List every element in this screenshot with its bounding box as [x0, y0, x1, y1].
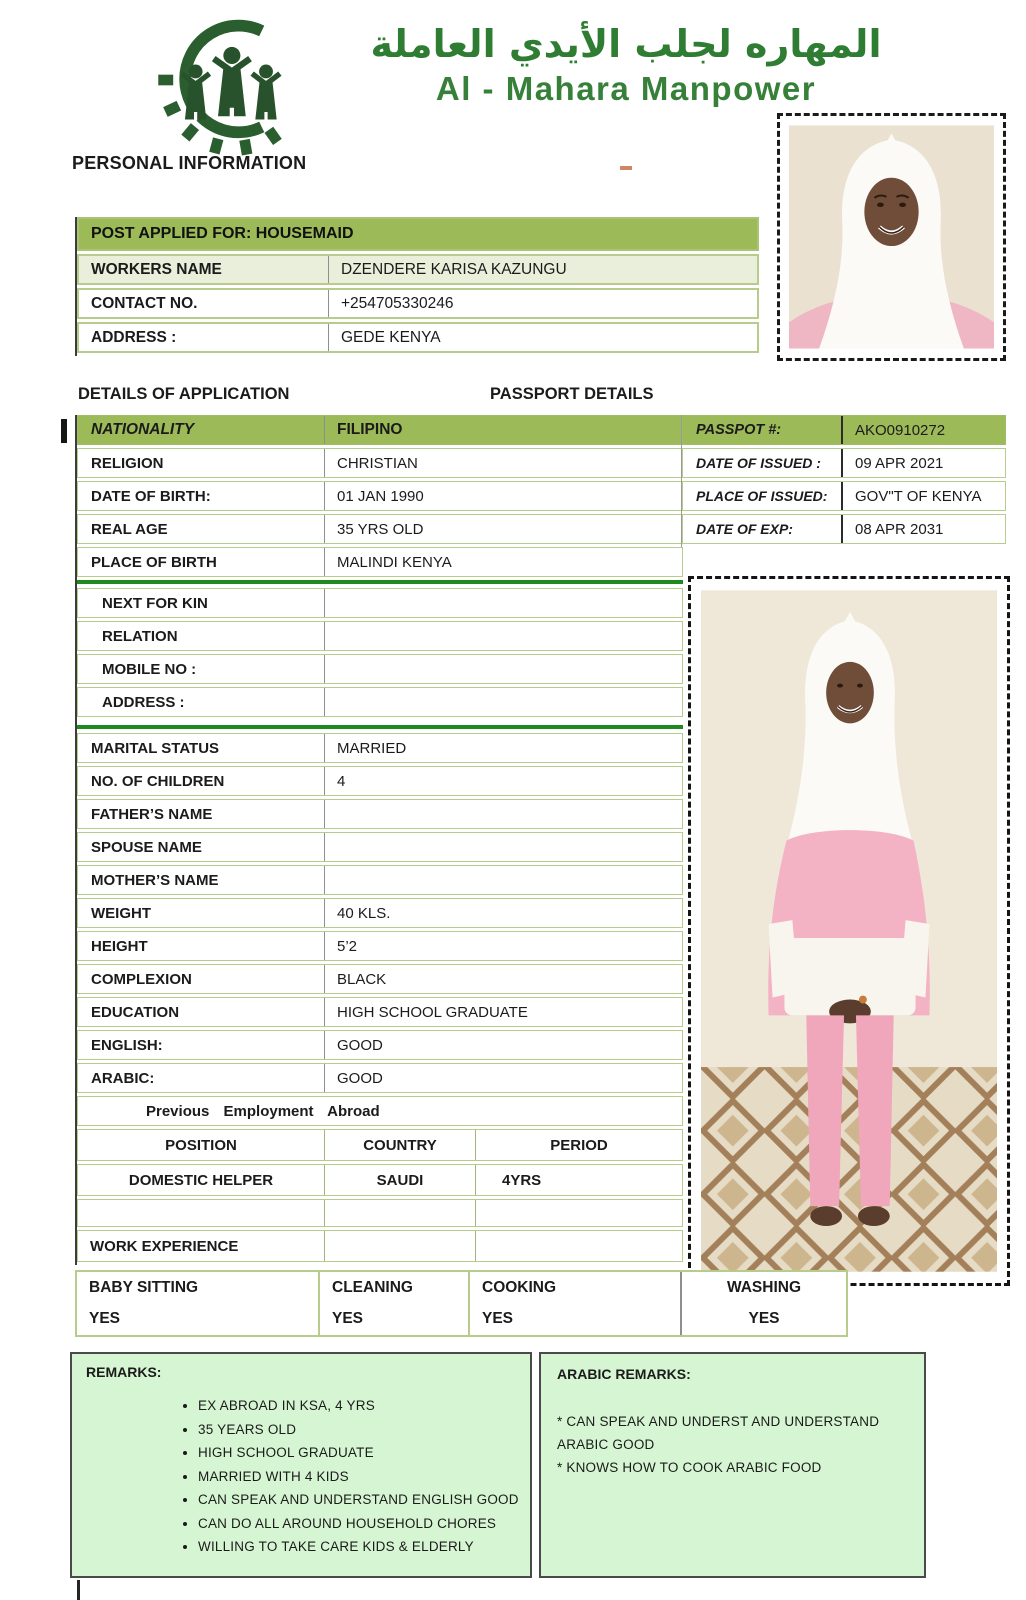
row-value: 08 APR 2031: [855, 520, 944, 538]
full-body-photo: [688, 576, 1010, 1286]
table-row: [77, 799, 683, 829]
table-row: [682, 514, 1006, 544]
personal-information-heading: PERSONAL INFORMATION: [72, 153, 307, 173]
headshot-photo: [777, 113, 1006, 361]
skill-cell-cleaning: [320, 1272, 470, 1335]
row-value: FILIPINO: [337, 421, 403, 438]
table-row: [682, 481, 1006, 511]
column-header: PERIOD: [550, 1136, 608, 1154]
table-row: [77, 322, 759, 353]
row-value: 4: [337, 772, 346, 790]
post-applied-for-header: POST APPLIED FOR: HOUSEMAID: [77, 217, 759, 251]
table-row: [682, 448, 1006, 478]
row-value: [325, 833, 682, 861]
section-divider: [77, 580, 683, 584]
skills-table: [75, 1270, 848, 1337]
row-value: 01 JAN 1990: [337, 487, 424, 505]
skill-cell-cooking: [470, 1272, 682, 1335]
country-cell: [325, 1200, 476, 1226]
remark-item: • EX ABROAD IN KSA, 4 YRS: [198, 1394, 522, 1418]
table-row: [682, 415, 1006, 445]
row-label: WEIGHT: [78, 899, 325, 927]
table-row: [77, 766, 683, 796]
scan-artifact: [77, 1580, 80, 1600]
row-label: REAL AGE: [78, 515, 325, 543]
row-label: WORKERS NAME: [79, 256, 329, 283]
applicant-standing-image: [701, 589, 997, 1273]
row-value: AKO0910272: [855, 421, 946, 439]
work-experience-row: [77, 1230, 683, 1262]
row-label: HEIGHT: [78, 932, 325, 960]
table-row: [77, 481, 683, 511]
row-value: 09 APR 2021: [855, 454, 944, 472]
row-label: RELIGION: [78, 449, 325, 477]
row-label: ARABIC:: [78, 1064, 325, 1092]
employment-row: [77, 1164, 683, 1196]
employment-header-row: [77, 1129, 683, 1161]
row-value: GOOD: [337, 1069, 383, 1087]
row-label: SPOUSE NAME: [78, 833, 325, 861]
column-header: POSITION: [78, 1130, 325, 1160]
employment-row: [77, 1199, 683, 1227]
row-label: RELATION: [78, 622, 325, 650]
row-label: NEXT FOR KIN: [78, 589, 325, 617]
position-cell: DOMESTIC HELPER: [78, 1165, 325, 1195]
table-row: [77, 832, 683, 862]
row-value: GEDE KENYA: [341, 328, 441, 346]
remarks-list: [86, 1394, 522, 1559]
remark-item: • CAN SPEAK AND UNDERSTAND ENGLISH GOOD: [198, 1488, 522, 1512]
table-row: [77, 415, 683, 445]
table-row: [77, 865, 683, 895]
company-logo: [106, 16, 362, 156]
row-value: [325, 655, 682, 683]
table-row: [77, 687, 683, 717]
row-label: MOTHER’S NAME: [78, 866, 325, 894]
remarks-title: REMARKS:: [86, 1364, 162, 1380]
table-row: [77, 547, 683, 577]
country-cell: SAUDI: [325, 1165, 476, 1195]
table-row: [77, 621, 683, 651]
row-label: MARITAL STATUS: [78, 734, 325, 762]
column-header: COUNTRY: [325, 1130, 476, 1160]
skill-cell-washing: [680, 1272, 846, 1335]
row-label: NATIONALITY: [78, 416, 325, 444]
row-value: [325, 866, 682, 894]
application-details-table: [75, 415, 683, 1265]
remark-item: • CAN DO ALL AROUND HOUSEHOLD CHORES: [198, 1512, 522, 1536]
table-row: [77, 514, 683, 544]
row-value: 35 YRS OLD: [337, 520, 424, 538]
table-row: [77, 1030, 683, 1060]
row-label: ADDRESS :: [78, 688, 325, 716]
remark-item: • HIGH SCHOOL GRADUATE: [198, 1441, 522, 1465]
scan-artifact: [61, 419, 67, 443]
period-cell: [476, 1200, 682, 1226]
row-value: [325, 688, 682, 716]
table-row: [77, 898, 683, 928]
row-value: HIGH SCHOOL GRADUATE: [337, 1003, 528, 1021]
skill-label: WASHING: [726, 1279, 802, 1296]
row-label: ENGLISH:: [78, 1031, 325, 1059]
table-row: [77, 733, 683, 763]
row-label: DATE OF EXP:: [683, 515, 843, 543]
details-of-application-heading: DETAILS OF APPLICATION: [78, 385, 290, 403]
remark-item: • WILLING TO TAKE CARE KIDS & ELDERLY: [198, 1535, 522, 1559]
skill-value: YES: [332, 1310, 364, 1327]
section-divider: [77, 725, 683, 729]
row-value: [325, 589, 682, 617]
row-value: GOV"T OF KENYA: [855, 487, 982, 505]
row-label: NO. OF CHILDREN: [78, 767, 325, 795]
remarks-section: [70, 1352, 926, 1578]
row-value: +254705330246: [341, 294, 454, 312]
position-cell: [78, 1200, 325, 1226]
row-value: CHRISTIAN: [337, 454, 418, 472]
row-label: FATHER’S NAME: [78, 800, 325, 828]
remark-item: • 35 YEARS OLD: [198, 1418, 522, 1442]
table-row: [77, 654, 683, 684]
arabic-remarks-title: ARABIC REMARKS:: [557, 1366, 691, 1382]
row-label: MOBILE NO :: [78, 655, 325, 683]
personal-info-table: [75, 217, 759, 356]
skill-value: YES: [748, 1310, 780, 1327]
passport-details-heading: PASSPORT DETAILS: [490, 385, 654, 403]
table-row: [77, 588, 683, 618]
arabic-remarks-box: [539, 1352, 926, 1578]
row-label: ADDRESS :: [79, 324, 329, 351]
row-value: GOOD: [337, 1036, 383, 1054]
row-value: [325, 800, 682, 828]
previous-employment-heading: Previous Employment Abroad: [77, 1096, 683, 1126]
applicant-portrait-image: [789, 125, 994, 349]
row-label: PASSPOT #:: [683, 416, 843, 444]
row-label: PLACE OF ISSUED:: [683, 482, 843, 510]
arabic-remark-line: ARABIC GOOD: [557, 1437, 655, 1452]
skill-label: COOKING: [482, 1279, 557, 1296]
row-label: PLACE OF BIRTH: [78, 548, 325, 576]
remark-item: • MARRIED WITH 4 KIDS: [198, 1465, 522, 1489]
row-label: EDUCATION: [78, 998, 325, 1026]
arabic-remark-line: * CAN SPEAK AND UNDERST AND UNDERSTAND: [557, 1414, 880, 1429]
period-cell: 4YRS: [502, 1171, 542, 1189]
row-label: WORK EXPERIENCE: [78, 1231, 325, 1261]
table-row: [77, 254, 759, 285]
company-title-arabic: المهاره لجلب الأيدي العاملة: [370, 22, 882, 66]
row-label: DATE OF BIRTH:: [78, 482, 325, 510]
passport-details-table: [681, 415, 1006, 547]
row-label: CONTACT NO.: [79, 290, 329, 317]
row-value: [325, 622, 682, 650]
scan-artifact: [620, 166, 632, 170]
row-value: MALINDI KENYA: [337, 553, 452, 571]
row-value: BLACK: [337, 970, 387, 988]
skill-value: YES: [482, 1310, 514, 1327]
table-row: [77, 964, 683, 994]
skill-label: BABY SITTING: [89, 1279, 199, 1296]
skill-cell-baby-sitting: [77, 1272, 320, 1335]
skill-value: YES: [89, 1310, 121, 1327]
company-title-english: Al - Mahara Manpower: [435, 70, 817, 107]
row-value: 5’2: [337, 937, 358, 955]
table-row: [77, 1063, 683, 1093]
row-value: DZENDERE KARISA KAZUNGU: [341, 260, 567, 278]
table-row: [77, 997, 683, 1027]
empty-cell: [325, 1231, 476, 1261]
skill-label: CLEANING: [332, 1279, 413, 1296]
people-gear-crescent-icon: [106, 16, 362, 160]
row-label: COMPLEXION: [78, 965, 325, 993]
remarks-box: [70, 1352, 532, 1578]
arabic-remark-line: * KNOWS HOW TO COOK ARABIC FOOD: [557, 1460, 822, 1475]
table-row: [77, 448, 683, 478]
row-value: 40 KLS.: [337, 904, 391, 922]
empty-cell: [476, 1231, 682, 1261]
row-value: MARRIED: [337, 739, 407, 757]
row-label: DATE OF ISSUED :: [683, 449, 843, 477]
table-row: [77, 931, 683, 961]
table-row: [77, 288, 759, 319]
